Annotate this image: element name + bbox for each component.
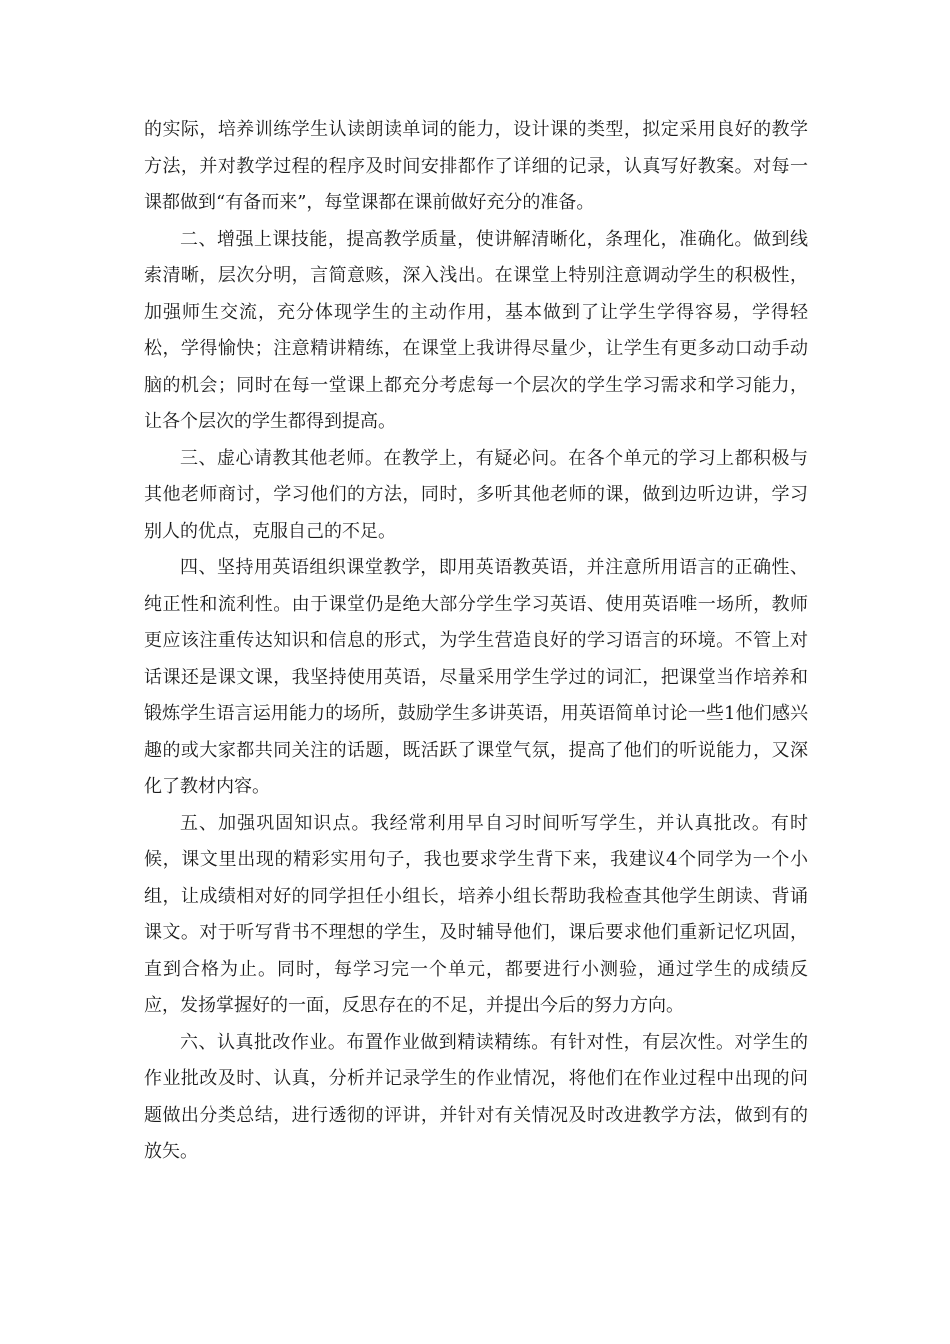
document-page bbox=[144, 112, 808, 1171]
paragraph-lesson-prep-continued: 的实际，培养训练学生认读朗读单词的能力，设计课的类型，拟定采用良好的教学方法，并对教学过程的程序及时间安排都作了详细的记录，认真写好教案。对每一课都做到“有备而来”，每堂课都在课前做好充分的准备。 bbox=[144, 119, 808, 213]
paragraph-consolidate-knowledge: 五、加强巩固知识点。我经常利用早自习时间听写学生，并认真批改。有时候，课文里出现的精彩实用句子，我也要求学生背下来，我建议4个同学为一个小组，让成绩相对好的同学担任小组长，培养小组长帮助我检查其他学生朗读、背诵课文。对于听写背书不理想的学生，及时辅导他们，课后要求他们重新记忆巩固，直到合格为止。同时，每学习完一个单元，都要进行小测验，通过学生的成绩反应，发扬掌握好的一面，反思存在的不足，并提出今后的努力方向。 bbox=[144, 812, 808, 1016]
paragraph-consult-teachers: 三、虚心请教其他老师。在教学上，有疑必问。在各个单元的学习上都积极与其他老师商讨，学习他们的方法，同时，多听其他老师的课，做到边听边讲，学习别人的优点，克服自己的不足。 bbox=[144, 447, 808, 542]
paragraph-homework-correction: 六、认真批改作业。布置作业做到精读精练。有针对性，有层次性。对学生的作业批改及时、认真，分析并记录学生的作业情况，将他们在作业过程中出现的问题做出分类总结，进行透彻的评讲，并针对有关情况及时改进教学方法，做到有的放矢。 bbox=[144, 1031, 808, 1162]
paragraph-english-instruction: 四、坚持用英语组织课堂教学，即用英语教英语，并注意所用语言的正确性、纯正性和流利性。由于课堂仍是绝大部分学生学习英语、使用英语唯一场所，教师更应该注重传达知识和信息的形式，为学生营造良好的学习语言的环境。不管上对话课还是课文课，我坚持使用英语，尽量采用学生学过的词汇，把课堂当作培养和锻炼学生语言运用能力的场所，鼓励学生多讲英语，用英语简单讨论一些1他们感兴趣的或大家都共同关注的话题，既活跃了课堂气氛，提高了他们的听说能力，又深化了教材内容。 bbox=[144, 557, 808, 797]
paragraph-classroom-skills: 二、增强上课技能，提高教学质量，使讲解清晰化，条理化，准确化。做到线索清晰，层次分明，言简意赅，深入浅出。在课堂上特别注意调动学生的积极性，加强师生交流，充分体现学生的主动作用，基本做到了让学生学得容易，学得轻松，学得愉快；注意精讲精练，在课堂上我讲得尽量少，让学生有更多动口动手动脑的机会；同时在每一堂课上都充分考虑每一个层次的学生学习需求和学习能力，让各个层次的学生都得到提高。 bbox=[144, 228, 808, 432]
